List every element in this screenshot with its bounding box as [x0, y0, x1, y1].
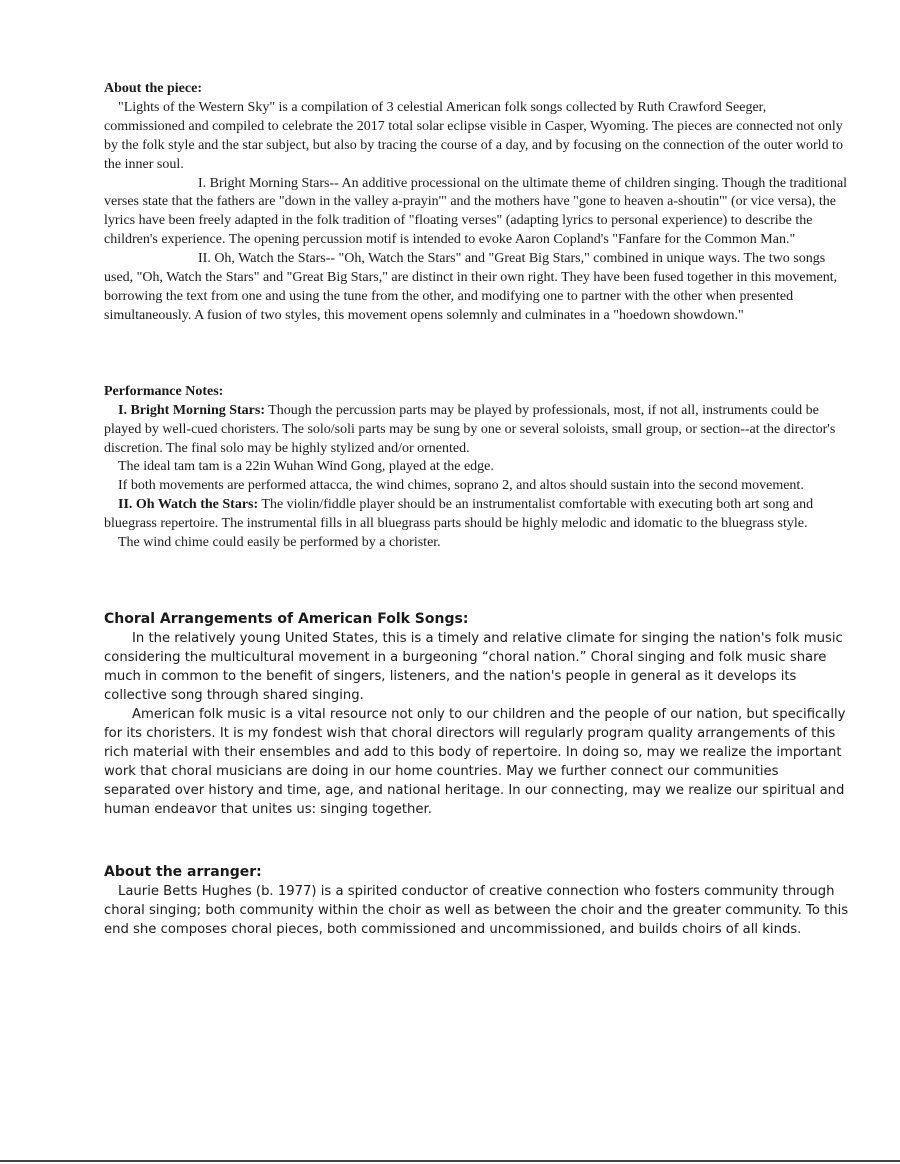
choral-arrangements-section: [104, 610, 849, 819]
performance-notes-section: [104, 383, 849, 553]
document-page: [104, 80, 849, 939]
performance-note-movement-two: [104, 496, 849, 534]
about-piece-paragraph: "Lights of the Western Sky" is a compilation of 3 celestial American folk songs collected by Ruth Crawford Seeger, commissioned and compiled to celebrate the 2017 total solar eclipse visible in Casper, Wyoming. The pieces are connected not only by the folk style and the star subject, but also by tracing the course of a day, and by focusing on the connection of the outer world to the inner soul.: [104, 99, 843, 172]
about-arranger-heading: About the arranger:: [104, 863, 262, 880]
about-arranger-section: [104, 863, 849, 939]
performance-note-attacca: If both movements are performed attacca, the wind chimes, soprano 2, and altos should sustain into the second movement.: [118, 478, 804, 494]
movement-one-description: I. Bright Morning Stars-- An additive processional on the ultimate theme of children singing. Though the traditional verses state that the fathers are "down in the valley a-prayin'" and the mothers have "gone to heaven a-shoutin'" (or vice versa), the lyrics have been freely adapted in the folk tradition of "floating verses" (adapting lyrics to personal experience) to describe the children's experience. The opening percussion motif is intended to evoke Aaron Copland's "Fanfare for the Common Man.": [104, 175, 848, 248]
movement-two-description: II. Oh, Watch the Stars-- "Oh, Watch the Stars" and "Great Big Stars," combined in unique ways. The two songs used, "Oh, Watch the Stars" and "Great Big Stars," are distinct in their own right. They have been fused together in this movement, borrowing the text from one and using the tune from the other, and modifying one to partner with the other when presented simultaneously. A fusion of two styles, this movement opens solemnly and culminates in a "hoedown showdown.": [104, 251, 838, 323]
choral-paragraph-two: American folk music is a vital resource not only to our children and the people of our nation, but specifically for its choristers. It is my fondest wish that choral directors will regularly program quality arrangements of this rich material with their ensembles and add to this body of repertoire. In doing so, may we realize the important work that choral musicians are doing in our home countries. May we further connect our communities separated over history and time, age, and national heritage. In our connecting, may we realize our spiritual and human endeavor that unites us: singing together.: [104, 706, 846, 817]
movement-one-label: I. Bright Morning Stars:: [118, 402, 265, 418]
arranger-bio: Laurie Betts Hughes (b. 1977) is a spirited conductor of creative connection who fosters community through choral singing; both community within the choir as well as between the choir and the greater community. To this end she composes choral pieces, both commissioned and uncommissioned, and builds choirs of all kinds.: [104, 883, 849, 937]
choral-arrangements-heading: Choral Arrangements of American Folk Songs:: [104, 610, 469, 627]
page-bottom-border: [0, 1160, 900, 1162]
choral-paragraph-one: In the relatively young United States, this is a timely and relative climate for singing the nation's folk music considering the multicultural movement in a burgeoning “choral nation.” Choral singing and folk music share much in common to the benefit of singers, listeners, and the nation's people in general as it develops its collective song through shared singing.: [104, 630, 843, 703]
about-piece-section: [104, 80, 849, 326]
movement-two-note-text: The violin/fiddle player should be an instrumentalist comfortable with executing both art song and bluegrass repertoire. The instrumental fills in all bluegrass parts should be highly melodic and idomatic to the bluegrass style.: [104, 497, 814, 532]
about-piece-heading: About the piece:: [104, 81, 202, 96]
performance-note-wind-chime: The wind chime could easily be performed by a chorister.: [118, 535, 441, 551]
performance-note-movement-one: [104, 402, 849, 459]
movement-one-note-text: Though the percussion parts may be played by professionals, most, if not all, instruments could be played by well-cued choristers. The solo/soli parts may be sung by one or several soloists, small group, or section--at the director's discretion. The final solo may be highly stylized and/or ornented.: [104, 402, 836, 456]
movement-two-label: II. Oh Watch the Stars:: [118, 497, 259, 513]
performance-notes-heading: Performance Notes:: [104, 383, 224, 399]
performance-note-tam-tam: The ideal tam tam is a 22in Wuhan Wind Gong, played at the edge.: [118, 459, 494, 475]
